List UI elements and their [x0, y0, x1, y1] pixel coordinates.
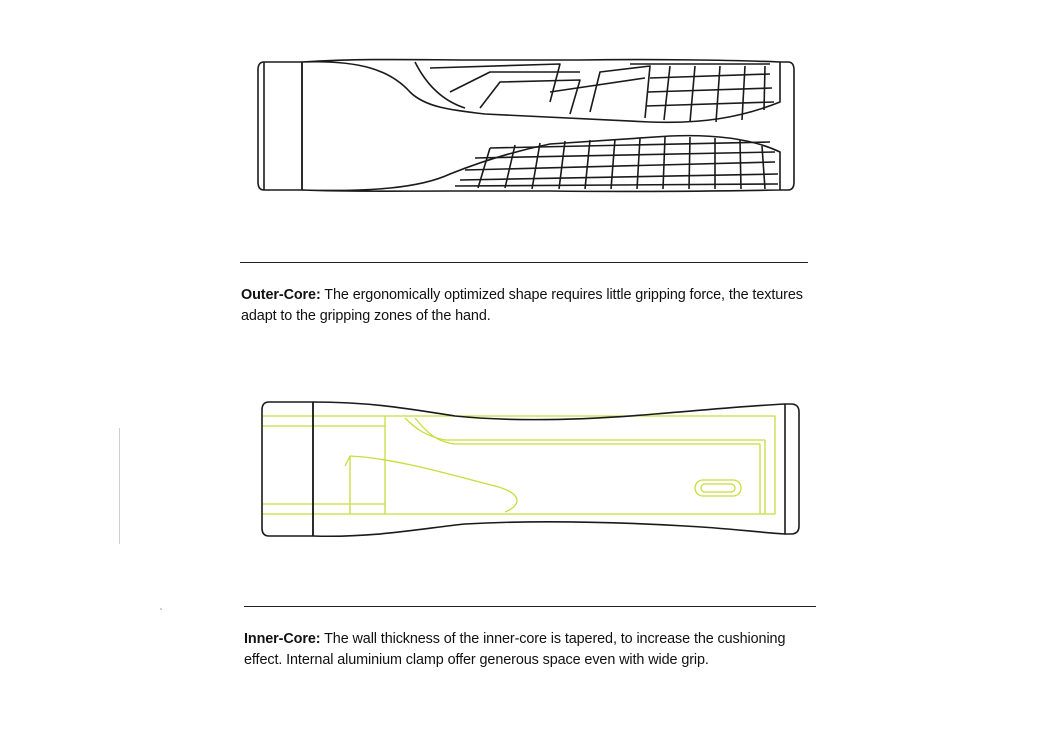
outer-core-divider [240, 262, 808, 263]
outer-core-description: The ergonomically optimized shape requires little gripping force, the textures adapt to the gripping zones of the hand. [241, 287, 803, 324]
inner-core-term: Inner-Core: [244, 631, 321, 647]
scan-mark-left [119, 428, 120, 544]
inner-core-description: The wall thickness of the inner-core is tapered, to increase the cushioning effect. Internal aluminium clamp offer generous space even with wide grip. [244, 631, 786, 668]
inner-core-drawing [255, 396, 815, 546]
inner-core-caption [244, 629, 816, 670]
outer-core-caption [241, 285, 821, 326]
scan-dot [160, 608, 162, 610]
outer-core-drawing [250, 52, 810, 202]
inner-core-divider [244, 606, 816, 607]
outer-core-term: Outer-Core: [241, 287, 321, 303]
